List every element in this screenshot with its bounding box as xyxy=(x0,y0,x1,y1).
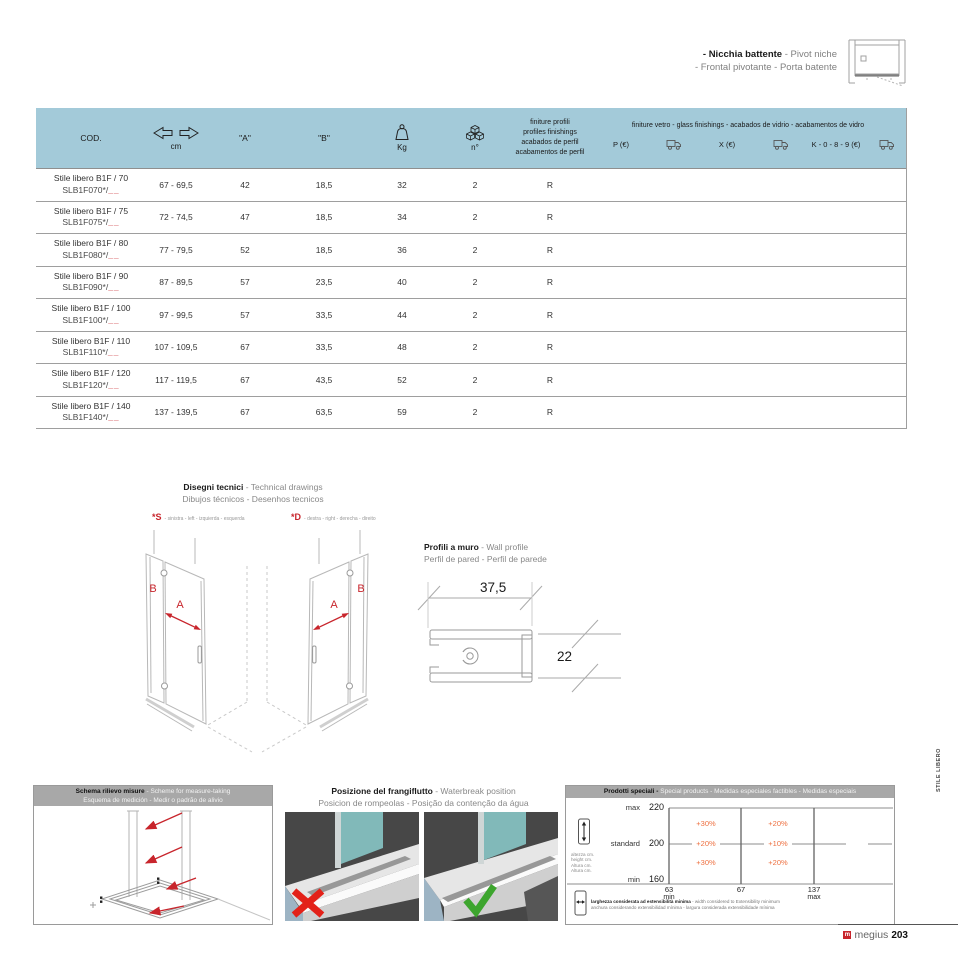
glass-col-x-truck xyxy=(758,130,804,168)
axis-value: 67 xyxy=(736,884,746,894)
tech-title-bold: Disegni tecnici xyxy=(183,482,244,492)
cell-cod xyxy=(36,169,146,201)
product-code-text: SLB1F100*/ xyxy=(62,314,109,325)
marker-right xyxy=(291,512,376,522)
cell-a: 67 xyxy=(240,342,250,353)
cell-cm-range: 77 - 79,5 xyxy=(159,244,193,255)
cell-kg: 48 xyxy=(397,342,407,353)
code-blank-suffix: __ xyxy=(107,347,120,358)
door-drawing-left xyxy=(134,526,256,758)
glass-col-p-label: P (€) xyxy=(612,139,630,149)
cell-profile-finish: R xyxy=(546,179,554,190)
table-row xyxy=(36,267,906,300)
product-code-text: SLB1F090*/ xyxy=(62,282,109,293)
product-code xyxy=(62,217,119,229)
cell-a: 67 xyxy=(240,407,250,418)
product-name: Stile libero B1F / 110 xyxy=(51,335,131,346)
cell-profile-finish: R xyxy=(546,244,554,255)
door-width-arrow-icon xyxy=(573,890,588,916)
dim-a-label: A xyxy=(176,599,184,611)
cell-b: 18,5 xyxy=(315,244,333,255)
wall-profile-rest: - Wall profile xyxy=(478,542,529,552)
measure-scheme-rest: - Scheme for measure-taking xyxy=(144,788,231,795)
caption-line: height cm. xyxy=(571,857,593,863)
glass-col-x xyxy=(696,130,758,168)
table-row xyxy=(36,364,906,397)
intro-line1-rest: - Pivot niche xyxy=(782,48,837,60)
side-label: STILE LIBERO xyxy=(936,748,942,792)
marker-s-langs: - sinistra - left - izquierda - esquerda xyxy=(164,516,245,522)
special-products-header xyxy=(566,786,894,798)
tech-drawings-title xyxy=(138,482,368,505)
width-axis-67 xyxy=(737,886,745,894)
waterbreak-bold: Posizione del frangiflutto xyxy=(331,786,433,796)
table-row xyxy=(36,397,906,430)
cell-b: 33,5 xyxy=(315,342,333,353)
special-title-rest: Special products - Medidas especiales factibles - Medidas especiais xyxy=(658,788,857,795)
cell-cm-range: 117 - 119,5 xyxy=(155,374,197,385)
product-code-text: SLB1F110*/ xyxy=(62,347,108,358)
cell-kg: 36 xyxy=(397,244,407,255)
height-caption xyxy=(571,852,594,874)
cell-cod xyxy=(36,332,146,364)
wall-profile-bold: Profili a muro xyxy=(424,542,479,552)
footer-brand xyxy=(836,929,908,941)
b-label: "B" xyxy=(318,133,330,143)
table-row xyxy=(36,234,906,267)
product-code xyxy=(62,315,119,327)
col-header-profile-finish xyxy=(510,108,590,168)
special-products-body xyxy=(566,798,894,919)
product-code xyxy=(62,380,119,392)
cell-a: 57 xyxy=(240,309,250,320)
cell-pieces: 2 xyxy=(472,374,478,385)
cell-b: 18,5 xyxy=(315,179,333,190)
product-code-text: SLB1F080*/ xyxy=(62,249,109,260)
cell-b: 23,5 xyxy=(315,277,333,288)
product-code xyxy=(62,250,119,262)
col-header-a xyxy=(206,108,284,168)
cell-kg: 44 xyxy=(397,309,407,320)
product-code-text: SLB1F140*/ xyxy=(62,412,109,423)
dim-b-label: B xyxy=(357,583,365,595)
special-products-panel xyxy=(565,785,895,925)
cell-cod xyxy=(36,299,146,331)
product-code xyxy=(62,412,119,424)
col-header-kg xyxy=(364,108,440,168)
package-count-icon xyxy=(465,125,485,141)
glass-col-k-truck xyxy=(868,130,906,168)
wall-profile-title xyxy=(424,542,624,565)
waterbreak-sub: Posicion de rompeolas - Posição da contenção da água xyxy=(318,797,529,808)
surcharge-value: +10% xyxy=(765,839,790,848)
glass-finish-title: finiture vetro - glass finishings - acabados de vidrio - acabamentos de vidro xyxy=(631,122,865,129)
surcharge-value: +20% xyxy=(768,857,788,867)
dim-a-label: A xyxy=(330,599,338,611)
cell-cod xyxy=(36,202,146,234)
measure-scheme-header xyxy=(34,786,272,806)
cell-profile-finish: R xyxy=(546,309,554,320)
cell-cm-range: 97 - 99,5 xyxy=(159,309,193,320)
tech-title-sub: Dibujos técnicos - Desenhos tecnicos xyxy=(182,493,324,504)
table-body xyxy=(36,168,906,429)
cell-profile-finish: R xyxy=(546,374,554,385)
measure-scheme-drawing xyxy=(34,806,272,924)
col-header-b xyxy=(284,108,364,168)
height-label: max xyxy=(625,802,640,812)
surcharge-value: +20% xyxy=(768,818,788,828)
col-header-cod xyxy=(36,108,146,168)
cell-pieces: 2 xyxy=(472,179,478,190)
truck-icon xyxy=(879,139,895,150)
profile-width-dim: 37,5 xyxy=(480,580,507,595)
weight-icon xyxy=(392,124,412,141)
height-row-max xyxy=(566,802,664,812)
truck-icon xyxy=(666,139,682,150)
table-row xyxy=(36,169,906,202)
product-name: Stile libero B1F / 75 xyxy=(53,205,129,216)
cell-pieces: 2 xyxy=(472,407,478,418)
cell-pieces: 2 xyxy=(472,277,478,288)
height-value: 220 xyxy=(648,801,664,812)
marker-d: *D xyxy=(291,512,302,522)
kg-label: Kg xyxy=(397,143,407,152)
spec-table xyxy=(36,108,907,429)
col-header-pieces xyxy=(440,108,510,168)
cell-b: 43,5 xyxy=(315,374,333,385)
product-name: Stile libero B1F / 120 xyxy=(51,368,131,379)
product-name: Stile libero B1F / 100 xyxy=(51,303,131,314)
cell-cm-range: 137 - 139,5 xyxy=(154,407,198,418)
special-title-bold: Prodotti speciali - xyxy=(603,788,659,795)
glass-col-p-truck xyxy=(652,130,696,168)
code-blank-suffix: __ xyxy=(108,217,120,228)
height-label: min xyxy=(627,874,640,884)
cell-profile-finish: R xyxy=(546,407,554,418)
footer-rule xyxy=(838,924,958,925)
cell-b: 63,5 xyxy=(315,407,333,418)
cm-label: cm xyxy=(170,141,182,151)
code-blank-suffix: __ xyxy=(108,412,120,423)
profile-finish-line: acabados de perfil xyxy=(521,139,579,146)
cod-label: COD. xyxy=(80,133,102,143)
cell-profile-finish: R xyxy=(546,212,554,223)
cell-cod xyxy=(36,364,146,396)
profile-finish-line: profiles finishings xyxy=(523,128,577,136)
cell-cod xyxy=(36,397,146,429)
cell-cm-range: 87 - 89,5 xyxy=(159,277,193,288)
code-blank-suffix: __ xyxy=(108,379,120,390)
product-code-text: SLB1F120*/ xyxy=(62,379,109,390)
door-drawing-right xyxy=(258,526,380,758)
wall-profile-sub: Perfil de pared - Perfil de parede xyxy=(424,553,547,564)
waterbreak-rest: - Waterbreak position xyxy=(432,786,516,796)
height-value: 200 xyxy=(648,837,664,848)
axis-value: 63 xyxy=(664,884,674,894)
profile-depth-dim: 22 xyxy=(557,649,573,664)
profile-finish-line: finiture profili xyxy=(530,118,570,126)
dim-b-label: B xyxy=(149,583,157,595)
cell-kg: 52 xyxy=(397,374,407,385)
caption-line: Altura cm. xyxy=(571,868,592,874)
cell-cm-range: 67 - 69,5 xyxy=(159,179,193,190)
glass-col-x-label: X (€) xyxy=(718,139,736,149)
cell-profile-finish: R xyxy=(546,277,554,288)
glass-col-k xyxy=(804,130,868,168)
height-label: standard xyxy=(610,838,640,848)
footnote-line2: anchura considerando extensibilidad mínima - largura considerada extensibilidade mínima xyxy=(591,904,775,910)
cell-pieces: 2 xyxy=(472,309,478,320)
product-code xyxy=(63,347,120,359)
product-code-text: SLB1F070*/ xyxy=(62,184,109,195)
cell-pieces: 2 xyxy=(472,342,478,353)
product-name: Stile libero B1F / 90 xyxy=(53,270,129,281)
measure-scheme-sub: Esquema de medición - Medir o padrão de alivio xyxy=(83,796,223,804)
wall-profile-drawing xyxy=(414,568,629,716)
intro-note xyxy=(695,36,908,86)
marker-s: *S xyxy=(152,512,162,522)
special-footnote xyxy=(591,899,881,911)
table-header xyxy=(36,108,906,168)
col-header-cm xyxy=(146,108,206,168)
footnote-bold: larghezza considerata ad estensibilità minima xyxy=(591,898,691,904)
cell-b: 33,5 xyxy=(315,309,333,320)
code-blank-suffix: __ xyxy=(108,282,120,293)
axis-label: max xyxy=(807,893,821,901)
truck-icon xyxy=(773,139,789,150)
page-number: 203 xyxy=(891,929,908,941)
axis-label: min xyxy=(663,893,675,901)
cell-a: 67 xyxy=(240,374,250,385)
height-row-min xyxy=(566,874,664,884)
table-row xyxy=(36,299,906,332)
cell-cod xyxy=(36,267,146,299)
cell-pieces: 2 xyxy=(472,244,478,255)
pivot-niche-icon xyxy=(846,36,908,86)
surcharge-value: +30% xyxy=(696,857,716,867)
surcharge-value: +20% xyxy=(693,839,718,848)
measure-scheme-panel xyxy=(33,785,273,925)
cell-cm-range: 72 - 74,5 xyxy=(159,212,193,223)
marker-d-langs: - destra - right - derecha - direito xyxy=(304,516,376,522)
cell-kg: 32 xyxy=(397,179,407,190)
glass-col-k-label: K - 0 - 8 - 9 (€) xyxy=(811,139,861,149)
glass-col-p xyxy=(590,130,652,168)
table-row xyxy=(36,202,906,235)
measure-scheme-bold: Schema rilievo misure xyxy=(75,788,145,795)
marker-left xyxy=(152,512,245,522)
product-code xyxy=(62,282,119,294)
code-blank-suffix: __ xyxy=(108,249,120,260)
product-code xyxy=(62,185,119,197)
cell-kg: 40 xyxy=(397,277,407,288)
product-code-text: SLB1F075*/ xyxy=(62,217,109,228)
cell-kg: 34 xyxy=(397,212,407,223)
pieces-label: n° xyxy=(471,142,479,152)
table-row xyxy=(36,332,906,365)
a-label: "A" xyxy=(239,133,251,143)
cell-a: 52 xyxy=(240,244,250,255)
door-height-arrow-icon xyxy=(576,818,593,846)
cell-kg: 59 xyxy=(397,407,407,418)
footnote-rest: - width considered to Extensibility minimum xyxy=(690,898,780,904)
cell-b: 18,5 xyxy=(315,212,333,223)
cell-a: 42 xyxy=(240,179,250,190)
surcharge-value: +30% xyxy=(696,818,716,828)
caption-line: altezza cm. xyxy=(571,851,595,857)
product-name: Stile libero B1F / 140 xyxy=(51,400,131,411)
height-value: 160 xyxy=(648,873,664,884)
profile-finish-line: acabamentos de perfil xyxy=(515,149,585,157)
tech-title-rest: - Technical drawings xyxy=(243,482,323,492)
cell-a: 47 xyxy=(240,212,250,223)
waterbreak-right-image xyxy=(424,812,558,921)
product-name: Stile libero B1F / 70 xyxy=(53,173,129,184)
intro-line2: - Frontal pivotante - Porta batente xyxy=(694,62,837,73)
intro-line1-bold: - Nicchia battente xyxy=(702,48,783,60)
cell-cm-range: 107 - 109,5 xyxy=(154,342,198,353)
axis-value: 137 xyxy=(807,884,821,894)
code-blank-suffix: __ xyxy=(108,314,120,325)
cell-cod xyxy=(36,234,146,266)
width-range-arrows-icon xyxy=(153,126,199,140)
cell-profile-finish: R xyxy=(546,342,554,353)
caption-line: Altura cm. xyxy=(571,862,592,868)
code-blank-suffix: __ xyxy=(108,184,120,195)
megius-logo: m xyxy=(844,932,851,938)
intro-line1 xyxy=(695,48,837,62)
cell-a: 57 xyxy=(240,277,250,288)
brand-name: megius xyxy=(854,929,889,941)
cell-pieces: 2 xyxy=(472,212,478,223)
waterbreak-wrong-image xyxy=(285,812,419,921)
product-name: Stile libero B1F / 80 xyxy=(53,238,129,249)
waterbreak-title xyxy=(283,786,564,809)
